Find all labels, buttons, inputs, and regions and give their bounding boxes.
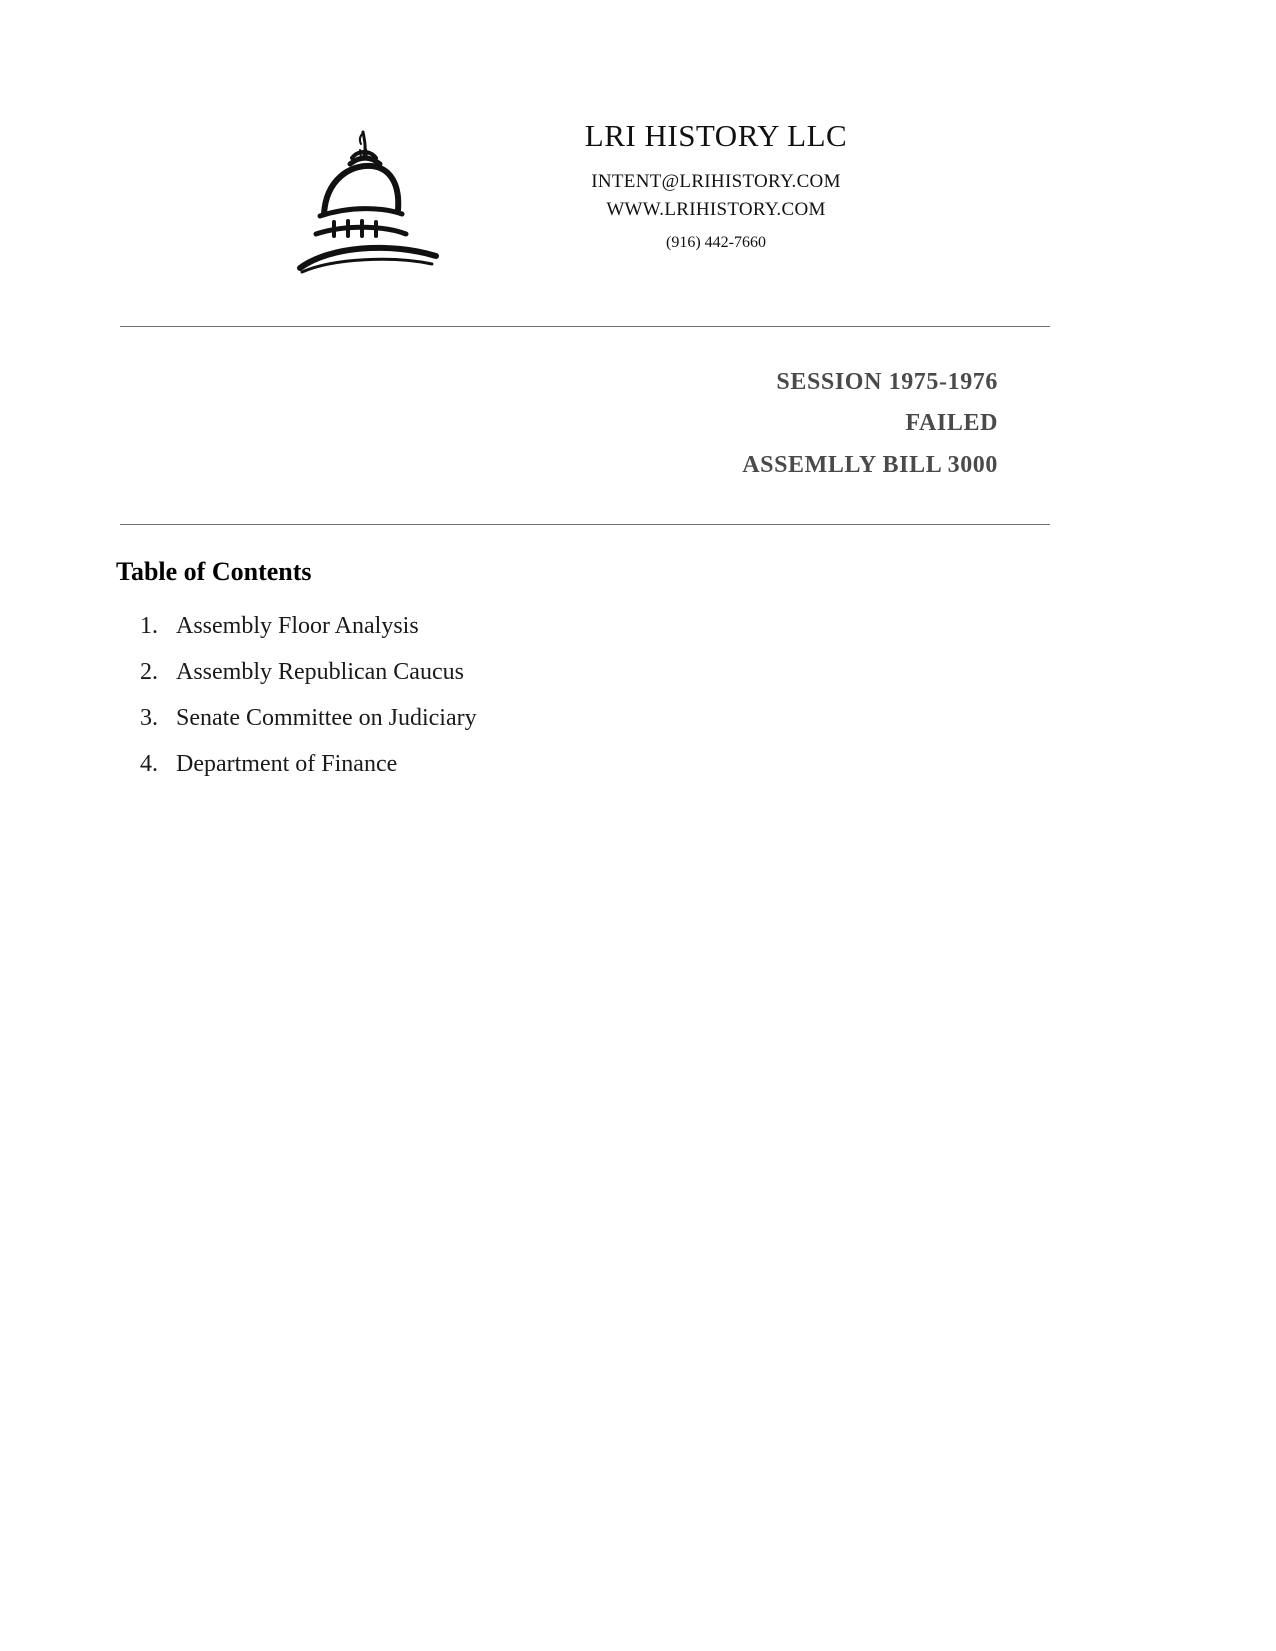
list-item: [140, 660, 840, 684]
contact-block: [476, 118, 956, 257]
list-item-number: 4.: [140, 751, 158, 777]
status-line: FAILED: [905, 410, 998, 437]
bill-heading: [120, 362, 998, 486]
bill-line: ASSEMLLY BILL 3000: [742, 451, 998, 478]
table-of-contents-title: Table of Contents: [116, 557, 312, 586]
session-line: SESSION 1975-1976: [776, 369, 998, 395]
letterhead: [0, 118, 1276, 297]
list-item-number: 3.: [140, 705, 158, 731]
list-item-label: Senate Committee on Judiciary: [176, 705, 477, 731]
website-text: WWW.LRIHISTORY.COM: [606, 199, 826, 221]
list-item: [140, 614, 840, 638]
email-text: INTENT@LRIHISTORY.COM: [591, 170, 841, 192]
table-of-contents-list: [140, 614, 840, 798]
company-name: LRI HISTORY LLC: [584, 118, 848, 153]
list-item-label: Assembly Floor Analysis: [176, 613, 419, 639]
list-item-label: Department of Finance: [176, 751, 398, 777]
divider-bottom: [120, 524, 1050, 525]
list-item: [140, 706, 840, 730]
list-item-number: 2.: [140, 659, 158, 685]
list-item: [140, 752, 840, 776]
list-item-label: Assembly Republican Caucus: [176, 659, 464, 685]
phone-text: (916) 442-7660: [666, 233, 766, 251]
divider-top: [120, 326, 1050, 327]
capitol-dome-logo: [290, 122, 470, 297]
list-item-number: 1.: [140, 613, 158, 639]
